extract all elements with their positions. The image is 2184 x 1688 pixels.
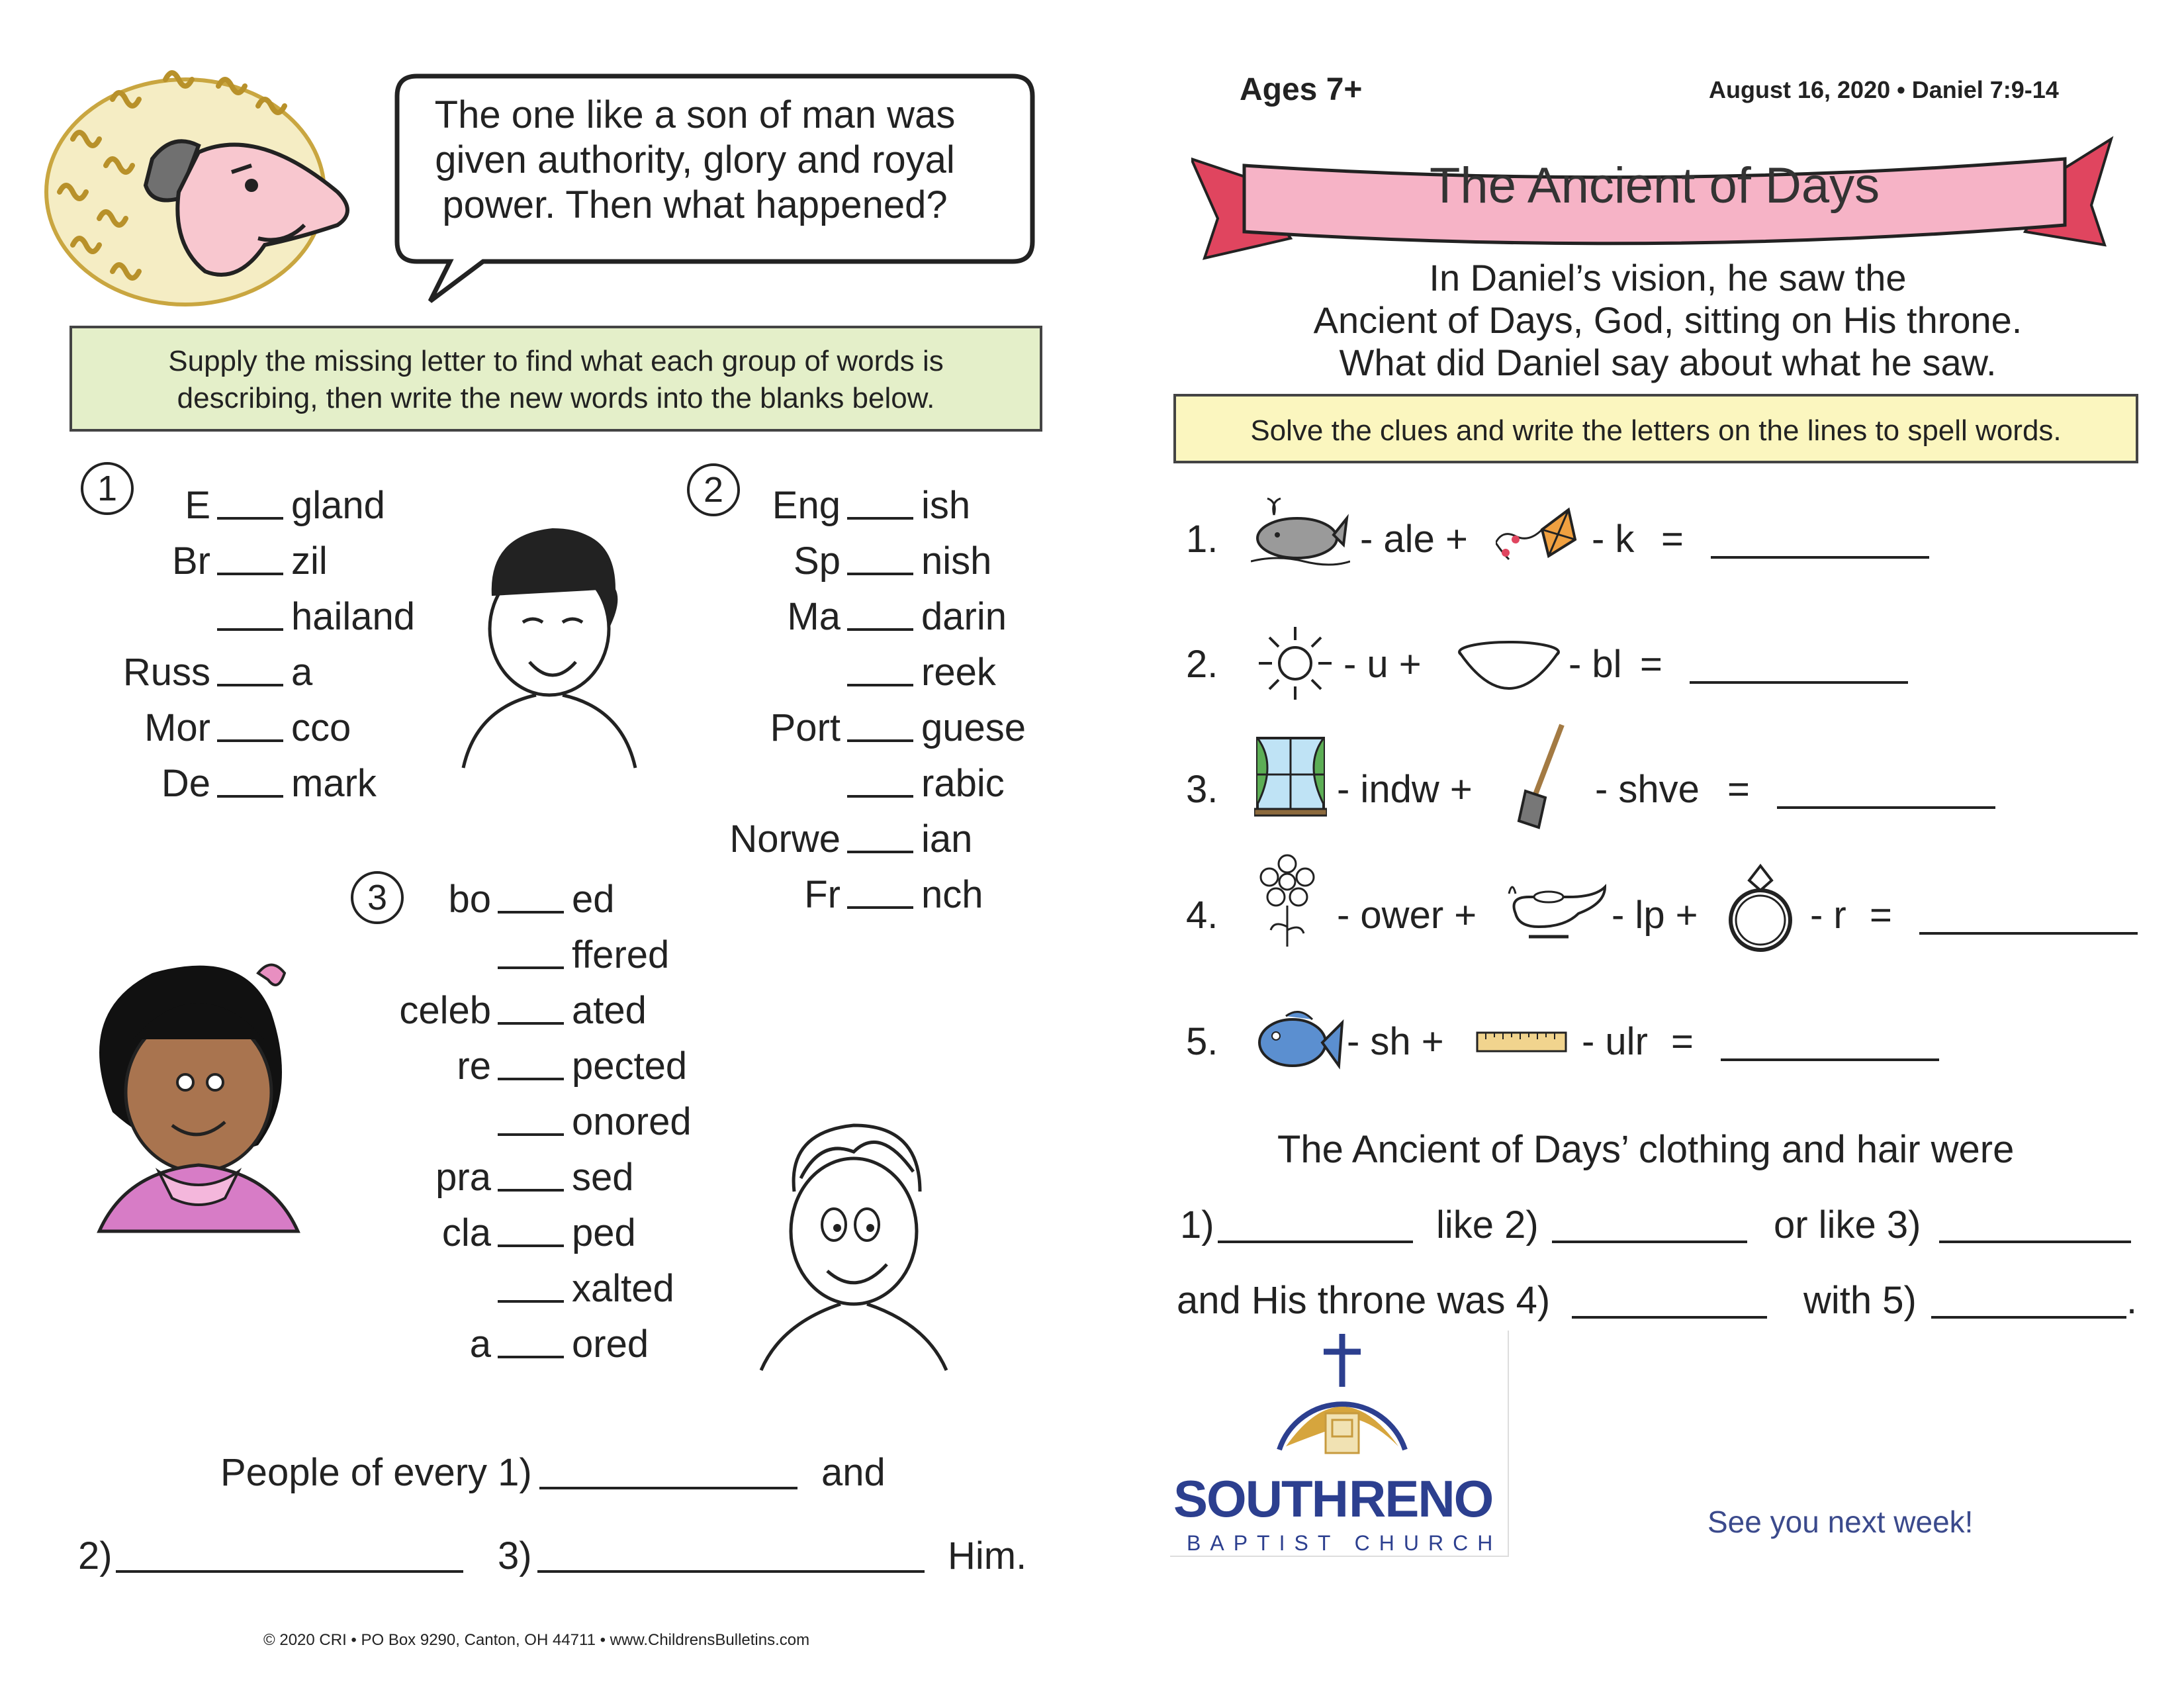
group-3-suffix: onored: [572, 1100, 692, 1143]
clue-5-part-a: - sh +: [1347, 1020, 1444, 1063]
clue-3-answer[interactable]: [1777, 806, 1995, 809]
clue-4-part-b: - lp +: [1612, 894, 1698, 937]
answer-line-3[interactable]: [537, 1570, 925, 1573]
logo-subtitle: BAPTIST CHURCH: [1187, 1531, 1502, 1555]
group-1-suffix: mark: [291, 762, 377, 805]
group-2-prefix: Ma: [787, 595, 841, 638]
group-2-suffix: ian: [921, 818, 973, 861]
group-3-prefix: a: [469, 1323, 491, 1366]
group-3-letter-blank[interactable]: [498, 1133, 564, 1136]
church-logo: [1170, 1331, 1509, 1557]
clue-5-part-b: - ulr: [1582, 1020, 1648, 1063]
clue-3-number: 3.: [1186, 768, 1218, 811]
clue-2-part-a: - u +: [1343, 643, 1422, 686]
statement-blank-3[interactable]: [1939, 1241, 2131, 1243]
clue-1-part-a: - ale +: [1360, 518, 1468, 561]
group-3-prefix: pra: [435, 1156, 491, 1199]
clue-1-equals: =: [1661, 518, 1684, 561]
group-1-prefix: Russ: [122, 651, 210, 694]
copyright-footer: © 2020 CRI • PO Box 9290, Canton, OH 44711 • www.ChildrensBulletins.com: [263, 1631, 810, 1649]
kite-icon: [1496, 503, 1582, 576]
statement-1-label: 1): [1180, 1203, 1214, 1246]
date-reference: August 16, 2020 • Daniel 7:9-14: [1709, 76, 2059, 103]
clue-4-part-c: - r: [1810, 894, 1846, 937]
clue-2-part-b: - bl: [1569, 643, 1622, 686]
answer-line-1[interactable]: [539, 1487, 797, 1489]
group-1-suffix: a: [291, 651, 313, 694]
group-1-suffix: hailand: [291, 595, 416, 638]
sentence-part-1: People of every 1): [220, 1451, 532, 1494]
right-instruction-box: [1173, 394, 2138, 463]
group-2-prefix: Eng: [772, 484, 841, 527]
speech-line-2: given authority, glory and royal: [435, 138, 955, 181]
group-2-letter-blank[interactable]: [847, 573, 913, 575]
statement-blank-5[interactable]: [1931, 1316, 2126, 1319]
page-title: The Ancient of Days: [1430, 158, 1880, 214]
group-1-letter-blank[interactable]: [217, 795, 283, 798]
group-3-letter-blank[interactable]: [498, 1300, 564, 1303]
statement-blank-2[interactable]: [1552, 1241, 1747, 1243]
group-1-letter-blank[interactable]: [217, 739, 283, 742]
sentence-part-3: 2): [78, 1534, 113, 1577]
group-2-letter-blank[interactable]: [847, 684, 913, 686]
group-3-suffix: ped: [572, 1211, 636, 1254]
group-1-prefix: De: [161, 762, 210, 805]
group-2-prefix: Fr: [804, 873, 841, 916]
logo-name-south: SOUTH: [1173, 1470, 1347, 1528]
clue-1-part-b: - k: [1592, 518, 1635, 561]
right-instruction-text: Solve the clues and write the letters on the lines to spell words.: [1250, 414, 2062, 447]
group-3-suffix: xalted: [572, 1267, 674, 1310]
group-2-prefix: Norwe: [729, 818, 841, 861]
sentence-part-4: 3): [498, 1534, 532, 1577]
statement-4-label: and His throne was 4): [1177, 1279, 1551, 1322]
ruler-icon: [1476, 1029, 1569, 1056]
group-1-letter-blank[interactable]: [217, 517, 283, 520]
clue-4-number: 4.: [1186, 894, 1218, 937]
window-icon: [1254, 735, 1327, 818]
clue-2-equals: =: [1640, 643, 1662, 686]
group-1-suffix: cco: [291, 706, 351, 749]
group-3-suffix: sed: [572, 1156, 634, 1199]
bowl-icon: [1456, 639, 1562, 692]
group-3-letter-blank[interactable]: [498, 1356, 564, 1358]
group-3-suffix: ored: [572, 1323, 649, 1366]
shovel-icon: [1509, 722, 1575, 834]
group-3-suffix: ated: [572, 989, 647, 1032]
group-3-prefix: celeb: [399, 989, 491, 1032]
group-3-prefix: bo: [448, 878, 491, 921]
statement-3-label: or like 3): [1774, 1203, 1921, 1246]
group-3-prefix: re: [457, 1045, 491, 1088]
group-3-letter-blank[interactable]: [498, 911, 564, 914]
clue-5-equals: =: [1671, 1020, 1694, 1063]
group-2-number: 2: [687, 463, 740, 516]
group-1-prefix: Mor: [144, 706, 210, 749]
clue-1-number: 1.: [1186, 518, 1218, 561]
speech-text: [404, 93, 986, 228]
clue-5-answer[interactable]: [1721, 1058, 1939, 1061]
clue-1-answer[interactable]: [1711, 556, 1929, 559]
clue-5-number: 5.: [1186, 1020, 1218, 1063]
statement-line-1: The Ancient of Days’ clothing and hair were: [1277, 1128, 2015, 1171]
group-2-prefix: Port: [770, 706, 841, 749]
group-3-number: 3: [351, 871, 404, 924]
group-2-letter-blank[interactable]: [847, 517, 913, 520]
ages-label: Ages 7+: [1240, 72, 1363, 107]
speech-line-3: power. Then what happened?: [442, 183, 948, 226]
boy-illustration: [450, 523, 649, 774]
signoff-text: See you next week!: [1707, 1505, 1974, 1539]
group-3-suffix: ed: [572, 878, 615, 921]
left-instruction-box: [69, 326, 1042, 432]
clue-4-equals: =: [1870, 894, 1892, 937]
group-2-letter-blank[interactable]: [847, 795, 913, 798]
statement-blank-1[interactable]: [1218, 1241, 1413, 1243]
left-instruction-line-1: Supply the missing letter to find what each group of words is: [168, 345, 944, 377]
answer-line-2[interactable]: [116, 1570, 463, 1573]
group-1-suffix: zil: [291, 539, 328, 583]
group-2-letter-blank[interactable]: [847, 906, 913, 909]
fish-icon: [1253, 1003, 1345, 1082]
statement-blank-4[interactable]: [1572, 1316, 1767, 1319]
group-2-letter-blank[interactable]: [847, 739, 913, 742]
boy-illustration-2: [754, 1119, 953, 1383]
group-3-letter-blank[interactable]: [498, 1244, 564, 1247]
clue-2-answer[interactable]: [1690, 681, 1908, 684]
clue-3-part-a: - indw +: [1337, 768, 1473, 811]
clue-4-answer[interactable]: [1919, 932, 2138, 935]
group-2-suffix: nish: [921, 539, 992, 583]
sun-icon: [1257, 626, 1334, 702]
group-2-letter-blank[interactable]: [847, 628, 913, 631]
group-3-suffix: ffered: [572, 933, 670, 976]
logo-name-reno: RENO: [1349, 1470, 1493, 1528]
statement-2-label: like 2): [1436, 1203, 1539, 1246]
sentence-part-2: and: [821, 1451, 886, 1494]
clue-3-part-b: - shve: [1595, 768, 1700, 811]
group-3-letter-blank[interactable]: [498, 1189, 564, 1192]
clue-2-number: 2.: [1186, 643, 1218, 686]
group-3-letter-blank[interactable]: [498, 1022, 564, 1025]
church-emblem-icon: [1263, 1331, 1422, 1483]
ring-icon: [1724, 861, 1797, 957]
whale-icon: [1251, 495, 1350, 568]
sentence-part-5: Him.: [948, 1534, 1027, 1577]
group-3-letter-blank[interactable]: [498, 1078, 564, 1080]
flower-icon: [1257, 854, 1317, 950]
group-2-suffix: darin: [921, 595, 1007, 638]
group-2-suffix: guese: [921, 706, 1026, 749]
group-1-prefix: E: [185, 484, 210, 527]
group-1-prefix: Br: [172, 539, 210, 583]
group-3-suffix: pected: [572, 1045, 688, 1088]
clue-4-part-a: - ower +: [1337, 894, 1477, 937]
group-1-letter-blank[interactable]: [217, 628, 283, 631]
left-instruction-line-2: describing, then write the new words into the blanks below.: [177, 382, 935, 414]
group-2-suffix: nch: [921, 873, 983, 916]
lamp-icon: [1502, 874, 1608, 947]
group-1-suffix: gland: [291, 484, 385, 527]
clue-3-equals: =: [1727, 768, 1750, 811]
group-1-letter-blank[interactable]: [217, 684, 283, 686]
intro-line-2: Ancient of Days, God, sitting on His throne.: [1313, 299, 2023, 341]
group-2-letter-blank[interactable]: [847, 851, 913, 853]
girl-illustration: [79, 953, 331, 1258]
speech-line-1: The one like a son of man was: [434, 93, 956, 136]
sheep-illustration: [33, 60, 390, 318]
group-2-suffix: reek: [921, 651, 996, 694]
intro-line-3: What did Daniel say about what he saw.: [1339, 342, 1997, 383]
group-1-letter-blank[interactable]: [217, 573, 283, 575]
group-3-prefix: cla: [441, 1211, 491, 1254]
statement-end: .: [2126, 1279, 2138, 1322]
intro-text: [1218, 257, 2118, 384]
group-2-suffix: rabic: [921, 762, 1005, 805]
statement-5-label: with 5): [1803, 1279, 1917, 1322]
group-2-prefix: Sp: [794, 539, 841, 583]
group-3-letter-blank[interactable]: [498, 966, 564, 969]
group-2-suffix: ish: [921, 484, 971, 527]
group-1-number: 1: [81, 462, 134, 515]
intro-line-1: In Daniel’s vision, he saw the: [1429, 257, 1907, 299]
